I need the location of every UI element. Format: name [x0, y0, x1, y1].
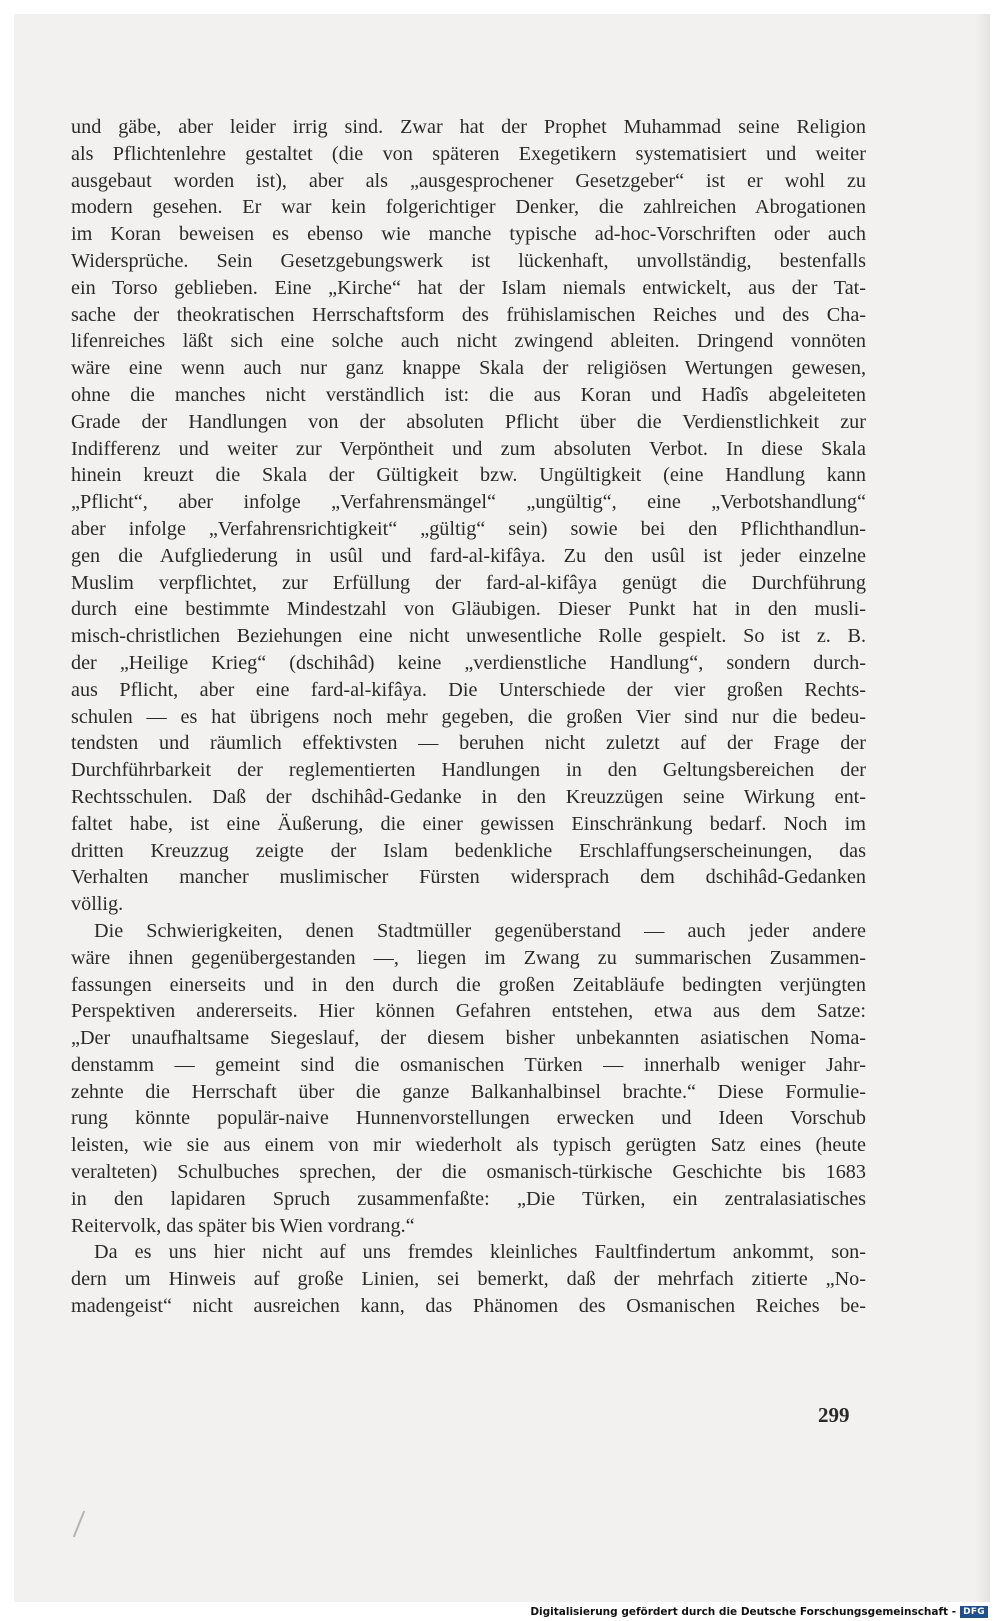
text-line: Widersprüche. Sein Gesetzgebungswerk ist lückenhaft, unvollständig, bestenfalls: [71, 249, 866, 272]
text-line: in den lapidaren Spruch zusammenfaßte: „Die Türken, ein zentralasiatisches: [71, 1187, 866, 1210]
text-line: Grade der Handlungen von der absoluten Pflicht über die Verdienstlichkeit zur: [71, 410, 866, 433]
digitization-note: Digitalisierung gefördert durch die Deutsche Forschungsgemeinschaft -: [530, 1606, 957, 1618]
text-line: aber infolge „Verfahrensrichtigkeit“ „gültig“ sein) sowie bei den Pflichthandlun-: [71, 517, 866, 540]
page-number: 299: [818, 1403, 850, 1427]
text-line: lifenreiches läßt sich eine solche auch nicht zwingend ableiten. Dringend vonnöten: [71, 330, 866, 353]
digitization-footer: [530, 1606, 988, 1618]
text-line: tendsten und räumlich effektivsten — beruhen nicht zuletzt auf der Frage der: [71, 732, 866, 755]
text-line: Indifferenz und weiter zur Verpöntheit und zum absoluten Verbot. In diese Skala: [71, 437, 866, 460]
page-edge-shadow: [976, 14, 990, 1602]
paragraph-start-line: Die Schwierigkeiten, denen Stadtmüller gegenüberstand — auch jeder andere: [94, 919, 866, 942]
text-line: faltet habe, ist eine Äußerung, die einer gewissen Einschränkung bedarf. Noch im: [71, 812, 866, 835]
text-line: ausgebaut worden ist), aber als „ausgesprochener Gesetzgeber“ ist er wohl zu: [71, 169, 866, 192]
text-line: aus Pflicht, aber eine fard-al-kifâya. Die Unterschiede der vier großen Rechts-: [71, 678, 866, 701]
text-line: leisten, wie sie aus einem von mir wiederholt als typisch gerügten Satz eines (heute: [71, 1134, 866, 1157]
text-line: modern gesehen. Er war kein folgerichtiger Denker, die zahlreichen Abrogationen: [71, 196, 866, 219]
text-line: zehnte die Herrschaft über die ganze Balkanhalbinsel brachte.“ Diese Formulie-: [71, 1080, 866, 1103]
text-line: dern um Hinweis auf große Linien, sei bemerkt, daß der mehrfach zitierte „No-: [71, 1268, 866, 1291]
text-line: hinein kreuzt die Skala der Gültigkeit bzw. Ungültigkeit (eine Handlung kann: [71, 464, 866, 487]
paragraph-end-line: Reitervolk, das später bis Wien vordrang.“: [71, 1214, 415, 1237]
text-line: madengeist“ nicht ausreichen kann, das Phänomen des Osmanischen Reiches be-: [71, 1295, 866, 1318]
text-line: ein Torso geblieben. Eine „Kirche“ hat der Islam niemals entwickelt, aus der Tat-: [71, 276, 866, 299]
text-line: „Der unaufhaltsame Siegeslauf, der diesem bisher unbekannten asiatischen Noma-: [71, 1027, 866, 1050]
text-line: ohne die manches nicht verständlich ist: die aus Koran und Hadîs abgeleiteten: [71, 383, 866, 406]
dfg-logo-icon: DFG: [960, 1606, 988, 1618]
text-line: misch-christlichen Beziehungen eine nicht unwesentliche Rolle gespielt. So ist z. B.: [71, 625, 866, 648]
text-line: „Pflicht“, aber infolge „Verfahrensmängel“ „ungültig“, eine „Verbotshandlung“: [71, 491, 866, 514]
text-line: Perspektiven andererseits. Hier können Gefahren entstehen, etwa aus dem Satze:: [71, 1000, 866, 1023]
paragraph-start-line: Da es uns hier nicht auf uns fremdes kleinliches Faultfindertum ankommt, son-: [94, 1241, 866, 1264]
text-line: sache der theokratischen Herrschaftsform des frühislamischen Reiches und des Cha-: [71, 303, 866, 326]
text-line: wäre ihnen gegenübergestanden —, liegen im Zwang zu summarischen Zusammen-: [71, 946, 866, 969]
text-line: wäre eine wenn auch nur ganz knappe Skala der religiösen Wertungen gewesen,: [71, 357, 866, 380]
text-line: veralteten) Schulbuches sprechen, der die osmanisch-türkische Geschichte bis 1683: [71, 1161, 866, 1184]
text-line: Muslim verpflichtet, zur Erfüllung der fard-al-kifâya genügt die Durchführung: [71, 571, 866, 594]
text-line: und gäbe, aber leider irrig sind. Zwar hat der Prophet Muhammad seine Religion: [71, 116, 866, 138]
text-line: rung könnte populär-naive Hunnenvorstellungen erwecken und Ideen Vorschub: [71, 1107, 866, 1130]
text-line: schulen — es hat übrigens noch mehr gegeben, die großen Vier sind nur die bedeu-: [71, 705, 866, 728]
text-line: gen die Aufgliederung in usûl und fard-al-kifâya. Zu den usûl ist jeder einzelne: [71, 544, 866, 567]
text-line: im Koran beweisen es ebenso wie manche typische ad-hoc-Vorschriften oder auch: [71, 223, 866, 246]
text-line: dritten Kreuzzug zeigte der Islam bedenkliche Erschlaffungserscheinungen, das: [71, 839, 866, 862]
text-line: fassungen einerseits und in den durch die großen Zeitabläufe bedingten verjüngten: [71, 973, 866, 996]
text-line: als Pflichtenlehre gestaltet (die von späteren Exegetikern systematisiert und weiter: [71, 142, 866, 165]
body-text: [71, 114, 866, 1320]
paragraph-end-line: völlig.: [71, 893, 124, 916]
text-line: Rechtsschulen. Daß der dschihâd-Gedanke in den Kreuzzügen seine Wirkung ent-: [71, 785, 866, 808]
text-line: Verhalten mancher muslimischer Fürsten widersprach dem dschihâd-Gedanken: [71, 866, 866, 889]
text-line: Durchführbarkeit der reglementierten Handlungen in den Geltungsbereichen der: [71, 759, 866, 782]
text-line: der „Heilige Krieg“ (dschihâd) keine „verdienstliche Handlung“, sondern durch-: [71, 651, 866, 674]
text-line: denstamm — gemeint sind die osmanischen Türken — innerhalb weniger Jahr-: [71, 1053, 866, 1076]
text-line: durch eine bestimmte Mindestzahl von Gläubigen. Dieser Punkt hat in den musli-: [71, 598, 866, 621]
